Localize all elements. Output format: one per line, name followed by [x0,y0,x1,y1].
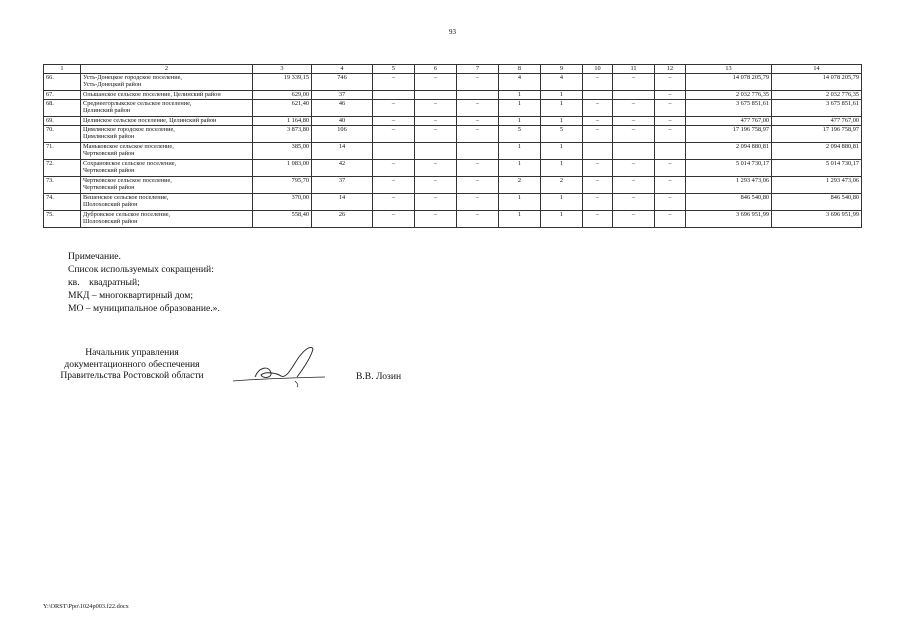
value-cell: 106 [312,126,373,143]
page-number: 93 [449,28,456,36]
table-body [44,74,862,228]
value-cell: 2 094 880,81 [772,143,862,160]
column-header-8: 8 [499,65,541,74]
value-cell: 1 [499,143,541,160]
value-cell: – [415,160,457,177]
value-cell: – [583,100,613,117]
signature-position [42,347,222,382]
value-cell: 795,70 [253,177,312,194]
value-cell: – [457,117,499,126]
value-cell: 477 767,00 [686,117,772,126]
row-number-cell: 68. [44,100,81,117]
position-line: документационного обеспечения [64,358,200,370]
value-cell: – [655,194,686,211]
column-header-1: 1 [44,65,81,74]
table-row [44,117,862,126]
value-cell: 621,40 [253,100,312,117]
municipality-name-cell: Сохрановское сельское поселение, Чертковский район [81,160,253,177]
value-cell: – [583,211,613,228]
value-cell: 3 873,80 [253,126,312,143]
value-cell: – [613,194,655,211]
value-cell: 3 696 951,99 [772,211,862,228]
value-cell [583,91,613,100]
value-cell: 26 [312,211,373,228]
value-cell: 19 339,15 [253,74,312,91]
value-cell: – [655,126,686,143]
value-cell: 40 [312,117,373,126]
value-cell: 1 [499,211,541,228]
table-row [44,194,862,211]
row-number-cell: 71. [44,143,81,160]
value-cell [457,143,499,160]
footer-file-path: Y:\ORST\Ppo\1024p003.f22.docx [43,603,129,610]
value-cell: 1 293 473,06 [772,177,862,194]
value-cell: – [373,211,415,228]
value-cell: – [457,194,499,211]
value-cell: 1 [499,194,541,211]
municipality-name-cell: Вешенское сельское поселение, Шолоховский район [81,194,253,211]
column-header-12: 12 [655,65,686,74]
value-cell: 846 540,80 [686,194,772,211]
table-row [44,211,862,228]
note-line: МКД – многоквартирный дом; [68,290,194,301]
value-cell: – [415,117,457,126]
value-cell: 1 [541,194,583,211]
value-cell: 2 032 776,35 [686,91,772,100]
column-header-13: 13 [686,65,772,74]
table-row [44,91,862,100]
value-cell: 14 078 205,79 [772,74,862,91]
value-cell: 1 293 473,06 [686,177,772,194]
municipality-name-cell: Маньковское сельское поселение, Чертковский район [81,143,253,160]
position-line: Правительства Ростовской области [60,370,204,381]
row-number-cell: 73. [44,177,81,194]
row-number-cell: 72. [44,160,81,177]
value-cell: 1 [541,143,583,160]
value-cell: – [373,126,415,143]
value-cell [613,143,655,160]
value-cell [415,91,457,100]
column-header-14: 14 [772,65,862,74]
value-cell: 42 [312,160,373,177]
column-header-2: 2 [81,65,253,74]
value-cell: – [415,177,457,194]
value-cell: – [373,177,415,194]
data-table [43,64,862,228]
value-cell: 2 [541,177,583,194]
value-cell: – [373,74,415,91]
value-cell: – [655,100,686,117]
note-line: Примечание. [68,251,121,262]
value-cell: – [457,211,499,228]
value-cell: – [415,74,457,91]
value-cell: 1 083,00 [253,160,312,177]
value-cell: – [457,74,499,91]
column-header-5: 5 [373,65,415,74]
row-number-cell: 69. [44,117,81,126]
value-cell: 1 [541,100,583,117]
value-cell [373,91,415,100]
column-header-11: 11 [613,65,655,74]
municipality-name-cell: Усть-Донецкое городское поселение, Усть-Донецкий район [81,74,253,91]
value-cell: 1 164,80 [253,117,312,126]
value-cell: 2 [499,177,541,194]
municipality-name-cell: Ольшанское сельское поселение, Целинский район [81,91,253,100]
value-cell: – [457,126,499,143]
value-cell: – [583,160,613,177]
value-cell: – [415,126,457,143]
municipality-name-cell: Целинское сельское поселение, Целинский район [81,117,253,126]
value-cell: 558,40 [253,211,312,228]
value-cell: 5 014 730,17 [772,160,862,177]
value-cell [415,143,457,160]
value-cell [583,143,613,160]
value-cell: 4 [499,74,541,91]
value-cell: 37 [312,91,373,100]
table-header-row [44,65,862,74]
municipality-name-cell: Цимлянское городское поселение, Цимлянский район [81,126,253,143]
row-number-cell: 67. [44,91,81,100]
value-cell: – [613,160,655,177]
value-cell: – [415,211,457,228]
table-row [44,126,862,143]
value-cell: – [613,211,655,228]
column-header-3: 3 [253,65,312,74]
value-cell: 14 078 205,79 [686,74,772,91]
value-cell: – [655,74,686,91]
value-cell: – [583,74,613,91]
value-cell: – [613,74,655,91]
value-cell: 3 696 951,99 [686,211,772,228]
value-cell: – [457,177,499,194]
value-cell: 2 094 880,81 [686,143,772,160]
note-line: Список используемых сокращений: [68,264,214,275]
table-row [44,100,862,117]
value-cell: 1 [499,117,541,126]
column-header-6: 6 [415,65,457,74]
value-cell: 846 540,80 [772,194,862,211]
value-cell: 746 [312,74,373,91]
value-cell: – [415,100,457,117]
municipality-name-cell: Среднеегорлыкское сельское поселение, Целинский район [81,100,253,117]
note-line: кв. квадратный; [68,277,140,288]
value-cell: 3 675 851,61 [686,100,772,117]
value-cell: – [613,126,655,143]
municipality-name-cell: Чертковское сельское поселение, Чертковский район [81,177,253,194]
value-cell: 14 [312,194,373,211]
column-header-4: 4 [312,65,373,74]
value-cell: – [613,117,655,126]
value-cell: 1 [499,91,541,100]
column-header-10: 10 [583,65,613,74]
value-cell: – [457,160,499,177]
value-cell: – [583,177,613,194]
notes-block [68,250,220,315]
value-cell: 5 [541,126,583,143]
row-number-cell: 66. [44,74,81,91]
value-cell: – [373,194,415,211]
note-line: МО – муниципальное образование.». [68,303,220,314]
value-cell: 17 196 758,97 [686,126,772,143]
value-cell: 1 [499,100,541,117]
column-header-7: 7 [457,65,499,74]
row-number-cell: 70. [44,126,81,143]
value-cell: 1 [541,91,583,100]
signer-name: В.В. Лозин [356,371,402,382]
value-cell: 477 767,00 [772,117,862,126]
handwritten-signature [225,343,335,389]
value-cell [613,91,655,100]
value-cell [655,143,686,160]
value-cell [373,143,415,160]
municipality-name-cell: Дубровское сельское поселение, Шолоховский район [81,211,253,228]
value-cell: 46 [312,100,373,117]
value-cell: 629,00 [253,91,312,100]
value-cell: 1 [541,117,583,126]
value-cell: – [655,91,686,100]
table-row [44,74,862,91]
value-cell: – [655,117,686,126]
value-cell: 5 014 730,17 [686,160,772,177]
value-cell: 385,00 [253,143,312,160]
value-cell: 5 [499,126,541,143]
value-cell: – [373,160,415,177]
value-cell: – [655,160,686,177]
value-cell: – [415,194,457,211]
value-cell: – [583,126,613,143]
table-row [44,177,862,194]
value-cell: – [457,100,499,117]
value-cell: – [583,194,613,211]
value-cell: – [655,177,686,194]
value-cell: 2 032 776,35 [772,91,862,100]
value-cell: 17 196 758,97 [772,126,862,143]
value-cell: 3 675 851,61 [772,100,862,117]
value-cell: – [373,100,415,117]
position-line: Начальник управления [85,347,179,358]
column-header-9: 9 [541,65,583,74]
table-row [44,143,862,160]
value-cell [457,91,499,100]
value-cell: 37 [312,177,373,194]
value-cell: – [583,117,613,126]
value-cell: 1 [541,211,583,228]
value-cell: 4 [541,74,583,91]
value-cell: – [613,100,655,117]
value-cell: – [373,117,415,126]
value-cell: 370,00 [253,194,312,211]
value-cell: – [613,177,655,194]
value-cell: 1 [541,160,583,177]
value-cell: – [655,211,686,228]
table-row [44,160,862,177]
row-number-cell: 75. [44,211,81,228]
value-cell: 1 [499,160,541,177]
row-number-cell: 74. [44,194,81,211]
value-cell: 14 [312,143,373,160]
